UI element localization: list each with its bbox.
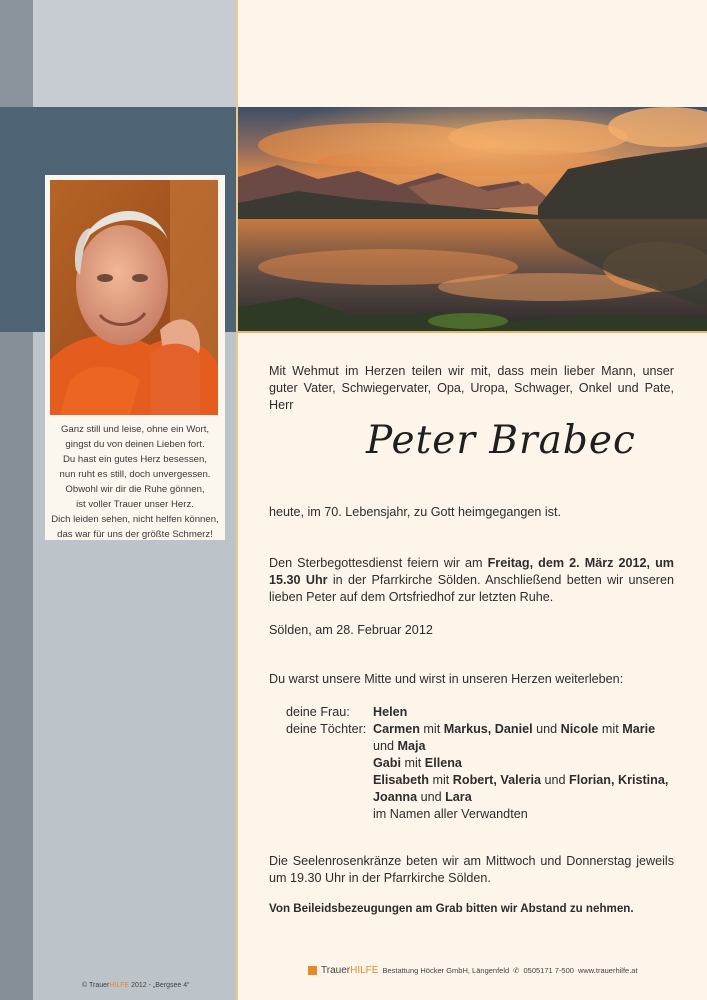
poem-line: Obwohl wir dir die Ruhe gönnen,	[65, 484, 205, 495]
relative-name: Carmen	[373, 722, 420, 736]
footer-brand	[321, 965, 378, 976]
relative-join: und	[417, 790, 446, 804]
relative-name: Elisabeth	[373, 773, 429, 787]
copyright-suffix: 2012 - „Bergsee 4“	[129, 982, 190, 989]
brand-part: HILFE	[350, 965, 379, 976]
relative-name: Joanna	[373, 790, 418, 804]
relative-join: und	[541, 773, 570, 787]
daughters-label: deine Töchter:	[286, 722, 367, 736]
relative-line: im Namen aller Verwandten	[373, 807, 528, 821]
gold-divider-horizontal	[236, 331, 707, 333]
relative-join: mit	[598, 722, 623, 736]
relative-line	[373, 738, 683, 755]
footer-web[interactable]: www.trauerhilfe.at	[577, 966, 638, 975]
lower-strip	[0, 332, 33, 1000]
rosary-paragraph	[269, 853, 674, 887]
service-line	[269, 572, 674, 589]
copyright-note	[82, 982, 190, 989]
relative-name: Nicole	[560, 722, 599, 736]
trauerhilfe-logo-icon	[308, 966, 317, 975]
relative-name: Helen	[373, 705, 408, 719]
footer	[308, 965, 638, 976]
service-time: 15.30 Uhr	[269, 573, 328, 587]
copyright-brand: HILFE	[109, 982, 130, 989]
top-band	[33, 0, 236, 107]
relative-name: Markus, Daniel	[443, 722, 533, 736]
rosary-line: Die Seelenrosenkränze beten wir am Mittwoch und Donnerstag jeweils	[269, 854, 674, 868]
poem-line: Dich leiden sehen, nicht helfen können,	[51, 514, 219, 525]
relative-name: Robert, Valeria	[452, 773, 541, 787]
relative-line	[373, 789, 683, 806]
relative-line	[373, 704, 683, 721]
remember-line: Du warst unsere Mitte und wirst in unseren Herzen weiterleben:	[269, 672, 624, 686]
poem-line: das war für uns der größte Schmerz!	[57, 529, 213, 540]
memorial-poem	[47, 422, 223, 542]
service-paragraph	[269, 555, 674, 606]
wife-label: deine Frau:	[286, 705, 350, 719]
footer-company: Bestattung Höcker GmbH, Längenfeld	[382, 966, 510, 975]
portrait-photo	[50, 180, 218, 415]
service-date: Freitag, dem 2. März 2012, um	[487, 556, 674, 570]
poem-line: nun ruht es still, doch unvergessen.	[59, 469, 211, 480]
intro-paragraph	[269, 363, 674, 414]
relative-join: mit	[429, 773, 453, 787]
relative-line	[373, 772, 683, 789]
relative-line	[373, 755, 683, 772]
service-text: in der Pfarrkirche Sölden. Anschließend betten wir unseren	[327, 573, 675, 587]
deceased-name: Peter Brabec	[366, 418, 636, 463]
relative-name: Gabi	[373, 756, 401, 770]
phone-icon: ✆	[513, 966, 520, 975]
poem-line: ist voller Trauer unser Herz.	[76, 499, 194, 510]
place-date: Sölden, am 28. Februar 2012	[269, 623, 433, 637]
footer-phone: 0505171 7-500	[523, 966, 574, 975]
poem-line: gingst du von deinen Lieben fort.	[65, 439, 205, 450]
intro-line: guter Vater, Schwiegervater, Opa, Uropa, Schwager, Onkel und Pate, Herr	[269, 381, 674, 412]
rosary-line: um 19.30 Uhr in der Pfarrkirche Sölden.	[269, 871, 491, 885]
relative-name: Ellena	[424, 756, 462, 770]
poem-line: Ganz still und leise, ohne ein Wort,	[60, 424, 210, 435]
relative-name: Marie	[622, 722, 656, 736]
landscape-photo	[238, 107, 707, 331]
relative-name: Florian, Kristina,	[569, 773, 669, 787]
relative-line	[373, 721, 683, 738]
relative-name: Lara	[445, 790, 472, 804]
poem-line: Du hast ein gutes Herz besessen,	[63, 454, 207, 465]
condolence-note: Von Beileidsbezeugungen am Grab bitten wir Abstand zu nehmen.	[269, 902, 634, 915]
copyright-prefix: © Trauer	[82, 982, 110, 989]
service-text: Den Sterbegottesdienst feiern wir am	[269, 556, 488, 570]
service-line: lieben Peter auf dem Ortsfriedhof zur letzten Ruhe.	[269, 590, 554, 604]
service-line	[269, 555, 674, 572]
age-line: heute, im 70. Lebensjahr, zu Gott heimgegangen ist.	[269, 505, 561, 519]
relative-join: mit	[419, 722, 444, 736]
intro-line: Mit Wehmut im Herzen teilen wir mit, dass mein lieber Mann, unser	[269, 364, 674, 378]
relative-join: und	[373, 739, 398, 753]
relative-name: Maja	[397, 739, 426, 753]
brand-part: Trauer	[321, 965, 351, 976]
relative-join: und	[532, 722, 561, 736]
relatives-list	[373, 704, 683, 823]
relative-join: mit	[401, 756, 425, 770]
